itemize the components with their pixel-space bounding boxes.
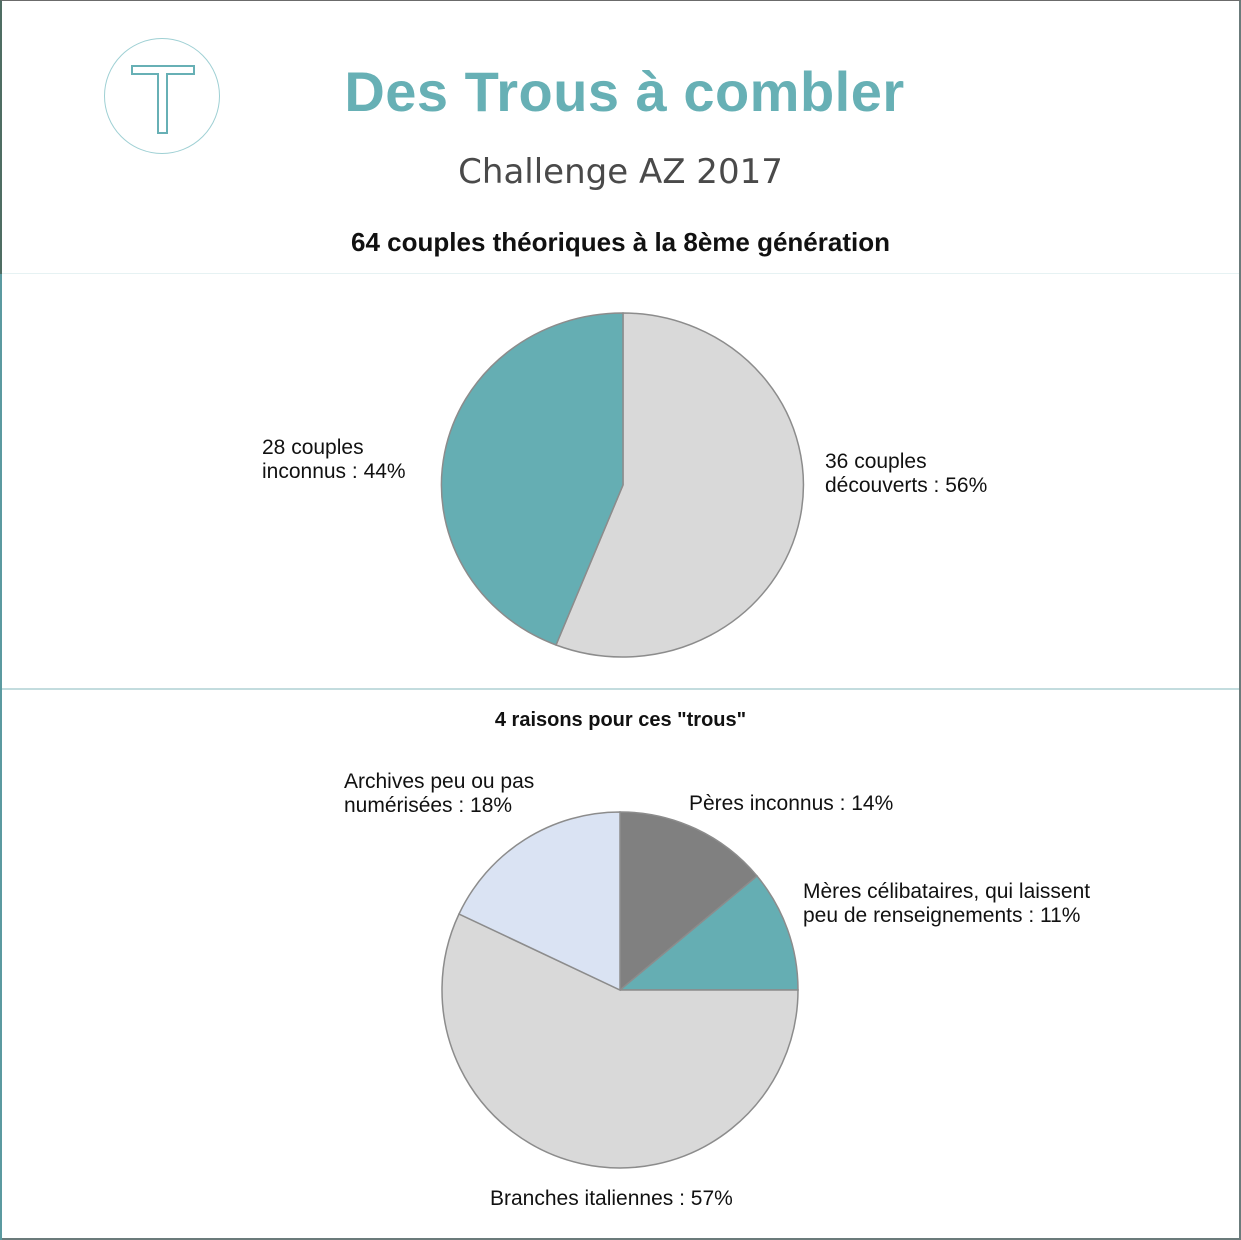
- chart2-title: 4 raisons pour ces "trous": [494, 709, 747, 731]
- page-subtitle: Challenge AZ 2017: [458, 152, 783, 192]
- label-peres-inconnus: Pères inconnus : 14%: [689, 792, 894, 815]
- chart1-pie: [441, 313, 803, 657]
- label-couples-inconnus: 28 couples inconnus : 44%: [262, 436, 406, 483]
- label-meres-celibataires: Mères célibataires, qui laissent peu de renseignements : 11%: [803, 880, 1091, 927]
- label-couples-decouverts: 36 couples découverts : 56%: [825, 450, 988, 497]
- chart1-title: 64 couples théoriques à la 8ème génération: [351, 227, 890, 257]
- chart2-pie: [442, 812, 798, 1168]
- label-archives: Archives peu ou pas numérisées : 18%: [344, 770, 535, 817]
- section-divider: [2, 688, 1239, 690]
- label-branches-italiennes: Branches italiennes : 57%: [490, 1187, 733, 1210]
- page-title: Des Trous à combler: [344, 60, 905, 123]
